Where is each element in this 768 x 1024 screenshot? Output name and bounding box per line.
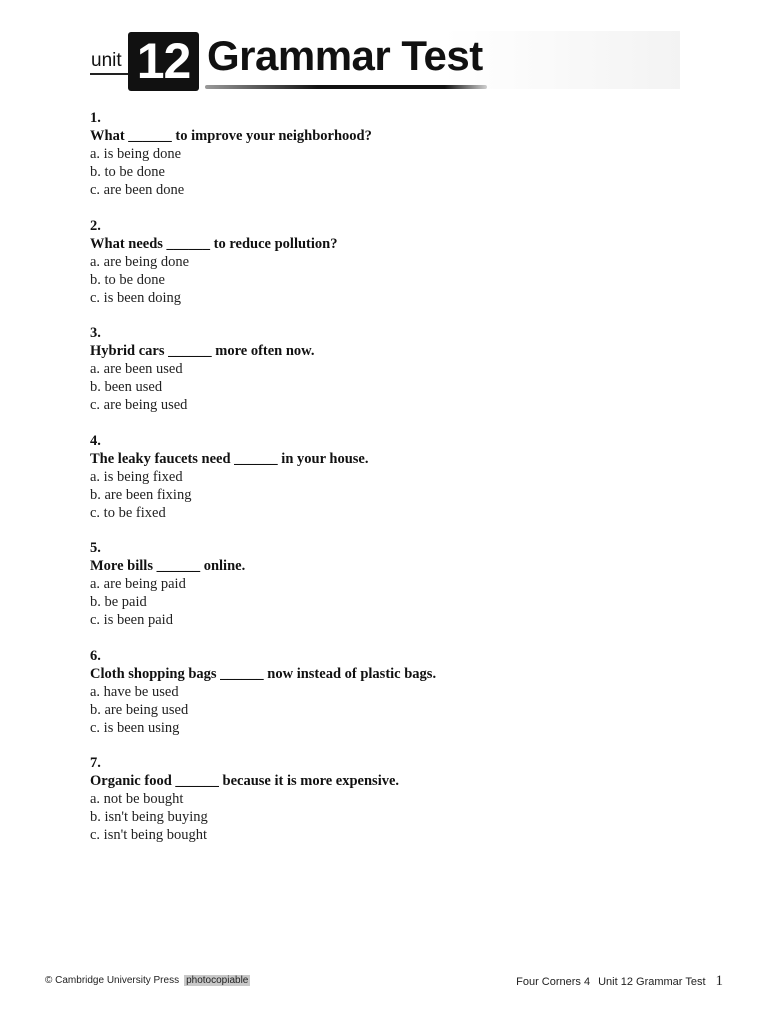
option-b: b. to be done	[90, 271, 165, 288]
book-title: Four Corners 4	[516, 976, 591, 988]
question-number: 5.	[90, 540, 101, 556]
question-stem: Organic food ______ because it is more expensive.	[90, 773, 400, 789]
question-3	[90, 324, 710, 414]
question-2	[90, 217, 710, 307]
question-stem: What needs ______ to reduce pollution?	[90, 235, 338, 252]
question-number: 6.	[90, 647, 101, 664]
option-b: b. are been fixing	[90, 486, 192, 503]
question-list	[90, 109, 710, 862]
question-1	[90, 109, 710, 199]
unit-number-badge: 12	[128, 32, 199, 91]
option-b: b. to be done	[90, 164, 165, 180]
unit-label: unit	[91, 50, 122, 71]
option-c: c. is been paid	[90, 612, 173, 628]
option-b: b. are being used	[90, 701, 189, 718]
question-stem: Cloth shopping bags ______ now instead of plastic bags.	[90, 665, 437, 682]
page-number: 1	[715, 973, 723, 989]
question-4	[90, 432, 710, 522]
question-6	[90, 647, 710, 737]
question-stem: Hybrid cars ______ more often now.	[90, 343, 315, 359]
unit-underline	[90, 73, 128, 75]
option-c: c. are been done	[90, 182, 185, 198]
option-b: b. be paid	[90, 594, 147, 610]
copyright-text: © Cambridge University Press	[45, 975, 180, 986]
question-number: 2.	[90, 217, 101, 234]
option-b: b. been used	[90, 379, 163, 395]
option-c: c. is been doing	[90, 289, 182, 306]
question-number: 1.	[90, 110, 101, 126]
question-5	[90, 539, 710, 629]
option-a: a. are being paid	[90, 576, 186, 592]
footer-info	[516, 973, 723, 990]
question-number: 4.	[90, 432, 101, 449]
question-stem: What ______ to improve your neighborhood?	[90, 128, 372, 144]
option-c: c. is been using	[90, 719, 180, 736]
option-c: c. isn't being bought	[90, 827, 207, 843]
question-number: 3.	[90, 325, 101, 341]
unit-test-title: Unit 12 Grammar Test	[598, 976, 706, 988]
option-a: a. not be bought	[90, 791, 184, 807]
option-c: c. are being used	[90, 397, 188, 413]
option-a: a. are been used	[90, 361, 183, 377]
option-a: a. is being done	[90, 146, 182, 162]
option-b: b. isn't being buying	[90, 809, 208, 825]
option-a: a. is being fixed	[90, 468, 183, 485]
page-title: Grammar Test	[207, 32, 483, 79]
question-stem: The leaky faucets need ______ in your house.	[90, 450, 369, 467]
question-number: 7.	[90, 755, 101, 771]
option-a: a. have be used	[90, 683, 179, 700]
option-c: c. to be fixed	[90, 504, 166, 521]
title-underline	[205, 85, 487, 89]
option-a: a. are being done	[90, 253, 190, 270]
footer-copyright	[45, 975, 250, 986]
question-stem: More bills ______ online.	[90, 558, 246, 574]
question-7	[90, 754, 710, 844]
photocopiable-badge: photocopiable	[186, 975, 249, 986]
